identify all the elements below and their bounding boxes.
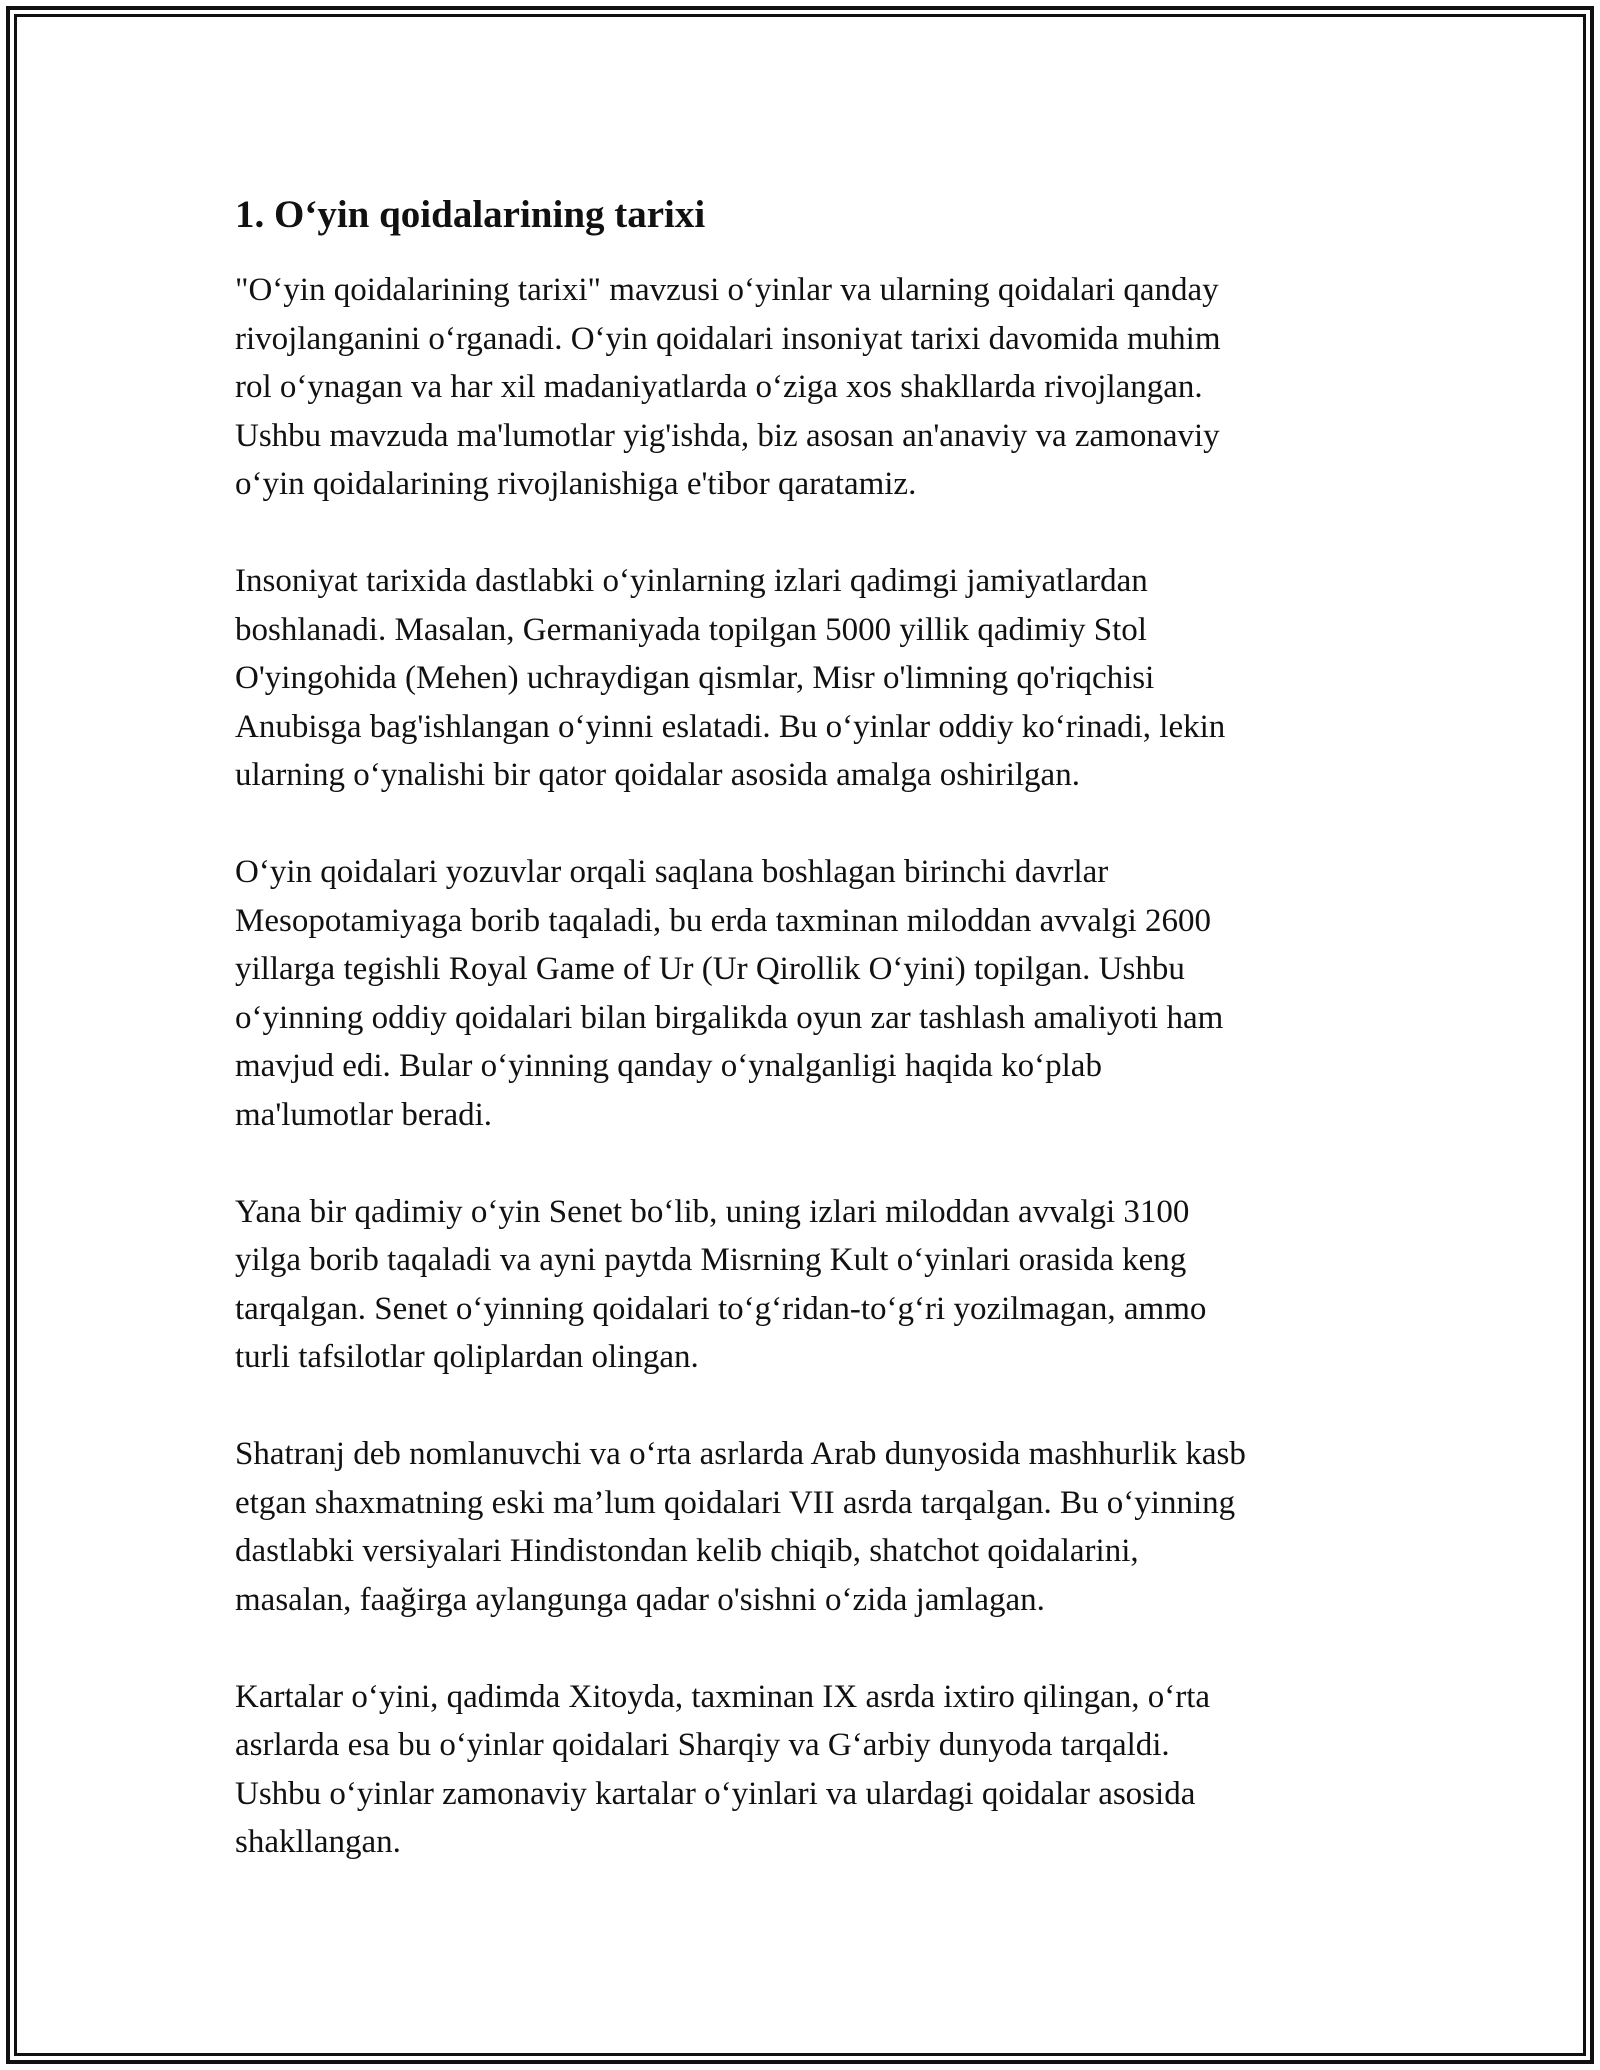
section-heading: 1. O‘yin qoidalarining tarixi <box>235 193 706 236</box>
paragraph-1 <box>235 266 1375 509</box>
paragraph-line: Mesopotamiyaga borib taqaladi, bu erda taxminan miloddan avvalgi 2600 <box>235 902 1211 939</box>
paragraph-line: o‘yin qoidalarining rivojlanishiga e'tibor qaratamiz. <box>235 466 917 502</box>
paragraph-line: ularning o‘ynalishi bir qator qoidalar asosida amalga oshirilgan. <box>235 757 1080 793</box>
paragraph-line: rol o‘ynagan va har xil madaniyatlarda o‘ziga xos shakllarda rivojlangan. <box>235 369 1203 405</box>
paragraph-line: Kartalar o‘yini, qadimda Xitoyda, taxminan IX asrda ixtiro qilingan, o‘rta <box>235 1678 1211 1715</box>
paragraph-line: Insoniyat tarixida dastlabki o‘yinlarning izlari qadimgi jamiyatlardan <box>235 563 1148 599</box>
paragraph-line: Ushbu mavzuda ma'lumotlar yig'ishda, biz asosan an'anaviy va zamonaviy <box>235 417 1220 454</box>
paragraph-line: rivojlanganini o‘rganadi. O‘yin qoidalari insoniyat tarixi davomida muhim <box>235 320 1221 357</box>
paragraph-line: shakllangan. <box>235 1824 401 1860</box>
paragraph-4 <box>235 1188 1375 1382</box>
paragraph-6 <box>235 1673 1375 1867</box>
paragraph-line: yilga borib taqaladi va ayni paytda Misrning Kult o‘yinlari orasida keng <box>235 1242 1187 1278</box>
paragraph-2 <box>235 557 1375 800</box>
paragraph-3 <box>235 848 1375 1139</box>
paragraph-line: turli tafsilotlar qoliplardan olingan. <box>235 1339 699 1375</box>
paragraph-line: tarqalgan. Senet o‘yinning qoidalari to‘g‘ridan-to‘g‘ri yozilmagan, ammo <box>235 1290 1207 1327</box>
paragraph-5 <box>235 1430 1375 1624</box>
paragraph-line: Anubisga bag'ishlangan o‘yinni eslatadi. Bu o‘yinlar oddiy ko‘rinadi, lekin <box>235 708 1226 745</box>
paragraph-line: O‘yin qoidalari yozuvlar orqali saqlana boshlagan birinchi davrlar <box>235 854 1109 890</box>
document-body <box>235 186 1375 1915</box>
paragraph-line: yillarga tegishli Royal Game of Ur (Ur Qirollik O‘yini) topilgan. Ushbu <box>235 951 1185 987</box>
paragraph-line: Yana bir qadimiy o‘yin Senet bo‘lib, uning izlari miloddan avvalgi 3100 <box>235 1193 1190 1230</box>
paragraph-line: dastlabki versiyalari Hindistondan kelib chiqib, shatchot qoidalarini, <box>235 1533 1139 1569</box>
paragraph-line: Ushbu o‘yinlar zamonaviy kartalar o‘yinlari va ulardagi qoidalar asosida <box>235 1775 1196 1812</box>
paragraph-line: o‘yinning oddiy qoidalari bilan birgalikda oyun zar tashlash amaliyoti ham <box>235 999 1224 1036</box>
paragraph-line: Shatranj deb nomlanuvchi va o‘rta asrlarda Arab dunyosida mashhurlik kasb <box>235 1436 1246 1472</box>
paragraph-line: masalan, faağirga aylangunga qadar o'sishni o‘zida jamlagan. <box>235 1581 1045 1618</box>
paragraph-line: "O‘yin qoidalarining tarixi" mavzusi o‘yinlar va ularning qoidalari qanday <box>235 272 1219 308</box>
paragraph-line: asrlarda esa bu o‘yinlar qoidalari Sharqiy va G‘arbiy dunyoda tarqaldi. <box>235 1727 1170 1763</box>
paragraph-line: ma'lumotlar beradi. <box>235 1096 493 1133</box>
paragraph-line: boshlanadi. Masalan, Germaniyada topilgan 5000 yillik qadimiy Stol <box>235 611 1147 648</box>
paragraph-line: mavjud edi. Bular o‘yinning qanday o‘ynalganligi haqida ko‘plab <box>235 1048 1102 1084</box>
paragraph-line: O'yingohida (Mehen) uchraydigan qismlar, Misr o'limning qo'riqchisi <box>235 660 1155 696</box>
paragraph-line: etgan shaxmatning eski ma’lum qoidalari VII asrda tarqalgan. Bu o‘yinning <box>235 1484 1236 1521</box>
